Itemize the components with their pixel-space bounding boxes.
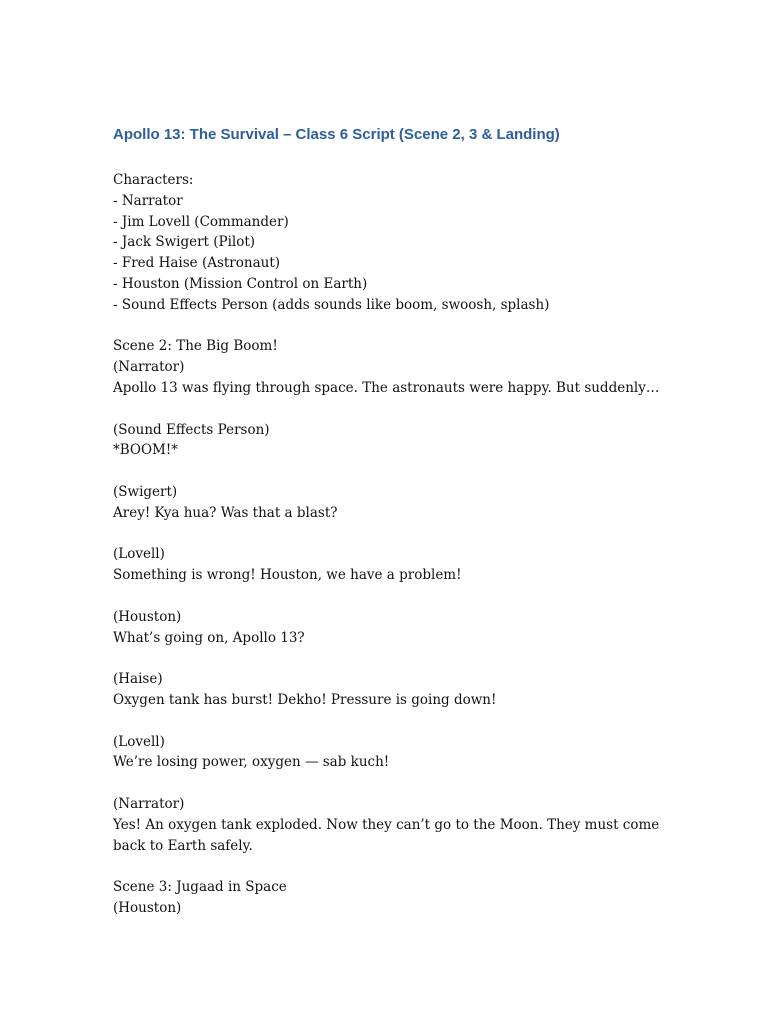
- speaker-label: (Houston): [113, 899, 182, 916]
- document-title: Apollo 13: The Survival – Class 6 Script (Scene 2, 3 & Landing): [113, 126, 560, 143]
- spacer: [113, 856, 673, 877]
- dialogue-line: Yes! An oxygen tank exploded. Now they can’t go to the Moon. They must come back to Earth safely.: [113, 816, 660, 854]
- scene-heading: Scene 2: The Big Boom!: [113, 338, 278, 355]
- spacer: [113, 586, 673, 607]
- spacer: [113, 648, 673, 669]
- spacer: [113, 711, 673, 732]
- dialogue-line: Oxygen tank has burst! Dekho! Pressure is going down!: [113, 691, 497, 708]
- character-item: - Houston (Mission Control on Earth): [113, 275, 368, 292]
- character-item: - Narrator: [113, 192, 183, 209]
- spacer: [113, 399, 673, 420]
- script-body: [113, 170, 673, 919]
- dialogue-line: Arey! Kya hua? Was that a blast?: [113, 504, 338, 521]
- dialogue-line: We’re losing power, oxygen — sab kuch!: [113, 754, 390, 771]
- spacer: [113, 773, 673, 794]
- character-item: - Sound Effects Person (adds sounds like boom, swoosh, splash): [113, 296, 550, 313]
- speaker-label: (Narrator): [113, 359, 185, 376]
- dialogue-line: Apollo 13 was flying through space. The astronauts were happy. But suddenly…: [113, 379, 660, 396]
- character-item: - Jack Swigert (Pilot): [113, 234, 256, 251]
- speaker-label: (Haise): [113, 671, 163, 688]
- dialogue-line: What’s going on, Apollo 13?: [113, 629, 305, 646]
- dialogue-line: *BOOM!*: [113, 442, 179, 459]
- dialogue-line: Something is wrong! Houston, we have a problem!: [113, 567, 462, 584]
- scene-heading: Scene 3: Jugaad in Space: [113, 879, 287, 896]
- speaker-label: (Narrator): [113, 795, 185, 812]
- speaker-label: (Lovell): [113, 546, 165, 563]
- speaker-label: (Sound Effects Person): [113, 421, 270, 438]
- spacer: [113, 461, 673, 482]
- spacer: [113, 524, 673, 545]
- speaker-label: (Swigert): [113, 483, 178, 500]
- speaker-label: (Houston): [113, 608, 182, 625]
- spacer: [113, 316, 673, 337]
- characters-heading: Characters:: [113, 172, 194, 188]
- character-item: - Jim Lovell (Commander): [113, 213, 289, 230]
- character-item: - Fred Haise (Astronaut): [113, 255, 281, 272]
- speaker-label: (Lovell): [113, 733, 165, 750]
